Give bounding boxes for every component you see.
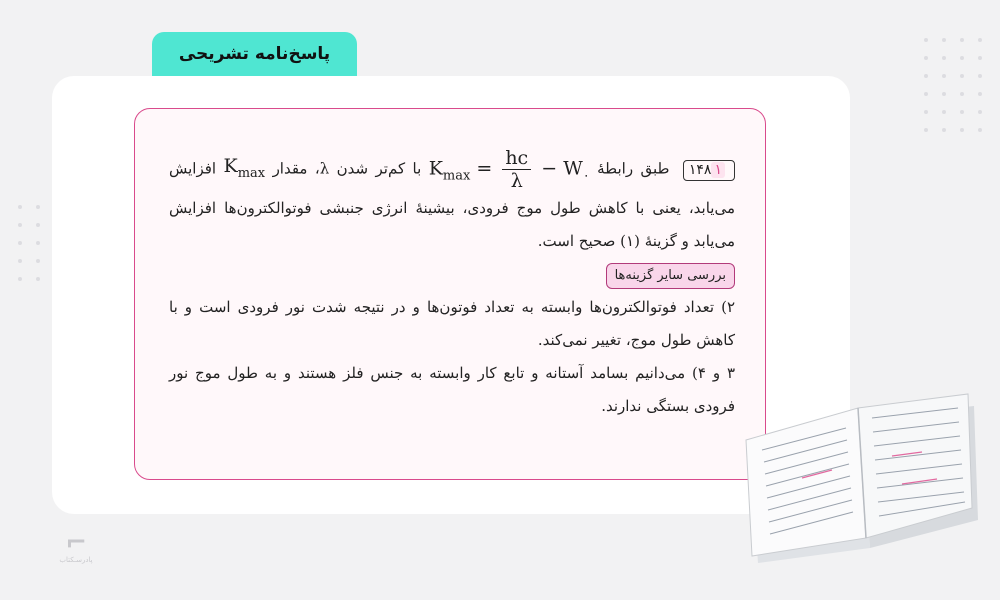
brand-logo-text: پادرسـکتاب (59, 556, 93, 564)
formula-fraction (502, 147, 531, 192)
formula-lhs-sub: max (442, 168, 471, 184)
section-heading-row (169, 258, 735, 291)
photoelectric-formula: $K_{max}$ = $\frac{hc}{\lambda}$ − $W_۰$ (428, 147, 590, 192)
answer-option-highlight: ۱ (711, 162, 725, 178)
brand-logo-mark: ⌐ (65, 528, 87, 558)
line1-tail: با کم‌تر شدن λ، مقدار (272, 159, 422, 178)
formula-denominator: λ (510, 170, 523, 192)
header-tab-label: پاسخ‌نامه تشریحی (178, 44, 331, 64)
question-number-tag (683, 160, 735, 181)
open-book-illustration (742, 378, 982, 568)
option2-paragraph: ۲) تعداد فوتوالکترون‌ها وابسته به تعداد فوتون‌ها و در نتیجه شدت نور فرودی است و با کاهش طول موج، تغییر نمی‌کند. (169, 298, 735, 350)
intro-text: طبق رابطهٔ (597, 159, 670, 178)
kmax-symbol (224, 150, 266, 190)
brand-logo (56, 530, 96, 564)
formula-numerator: hc (502, 147, 531, 170)
question-number: ۱۴۸ (688, 161, 712, 178)
answer-line-1 (169, 147, 735, 258)
kmax-sub: max (237, 165, 266, 181)
paragraph1-rest: افزایش می‌یابد، یعنی با کاهش طول موج فرودی، بیشینهٔ انرژی جنبشی فوتوالکترون‌ها افزایش می‌یابد و گزینهٔ (۱) صحیح است. (169, 159, 735, 251)
header-tab (152, 32, 357, 76)
section-label: بررسی سایر گزینه‌ها (606, 263, 735, 289)
formula-work-function: W (563, 157, 583, 180)
decorative-dots-right (924, 38, 982, 132)
option34-paragraph: ۳ و ۴) می‌دانیم بسامد آستانه و تابع کار وابسته به جنس فلز هستند و به طول موج نور فرودی بستگی ندارند. (169, 364, 736, 416)
kmax-text: K (223, 154, 238, 177)
formula-work-function-sub: ۰ (582, 168, 590, 184)
formula-lhs: K (428, 157, 443, 180)
answer-box (134, 108, 766, 480)
